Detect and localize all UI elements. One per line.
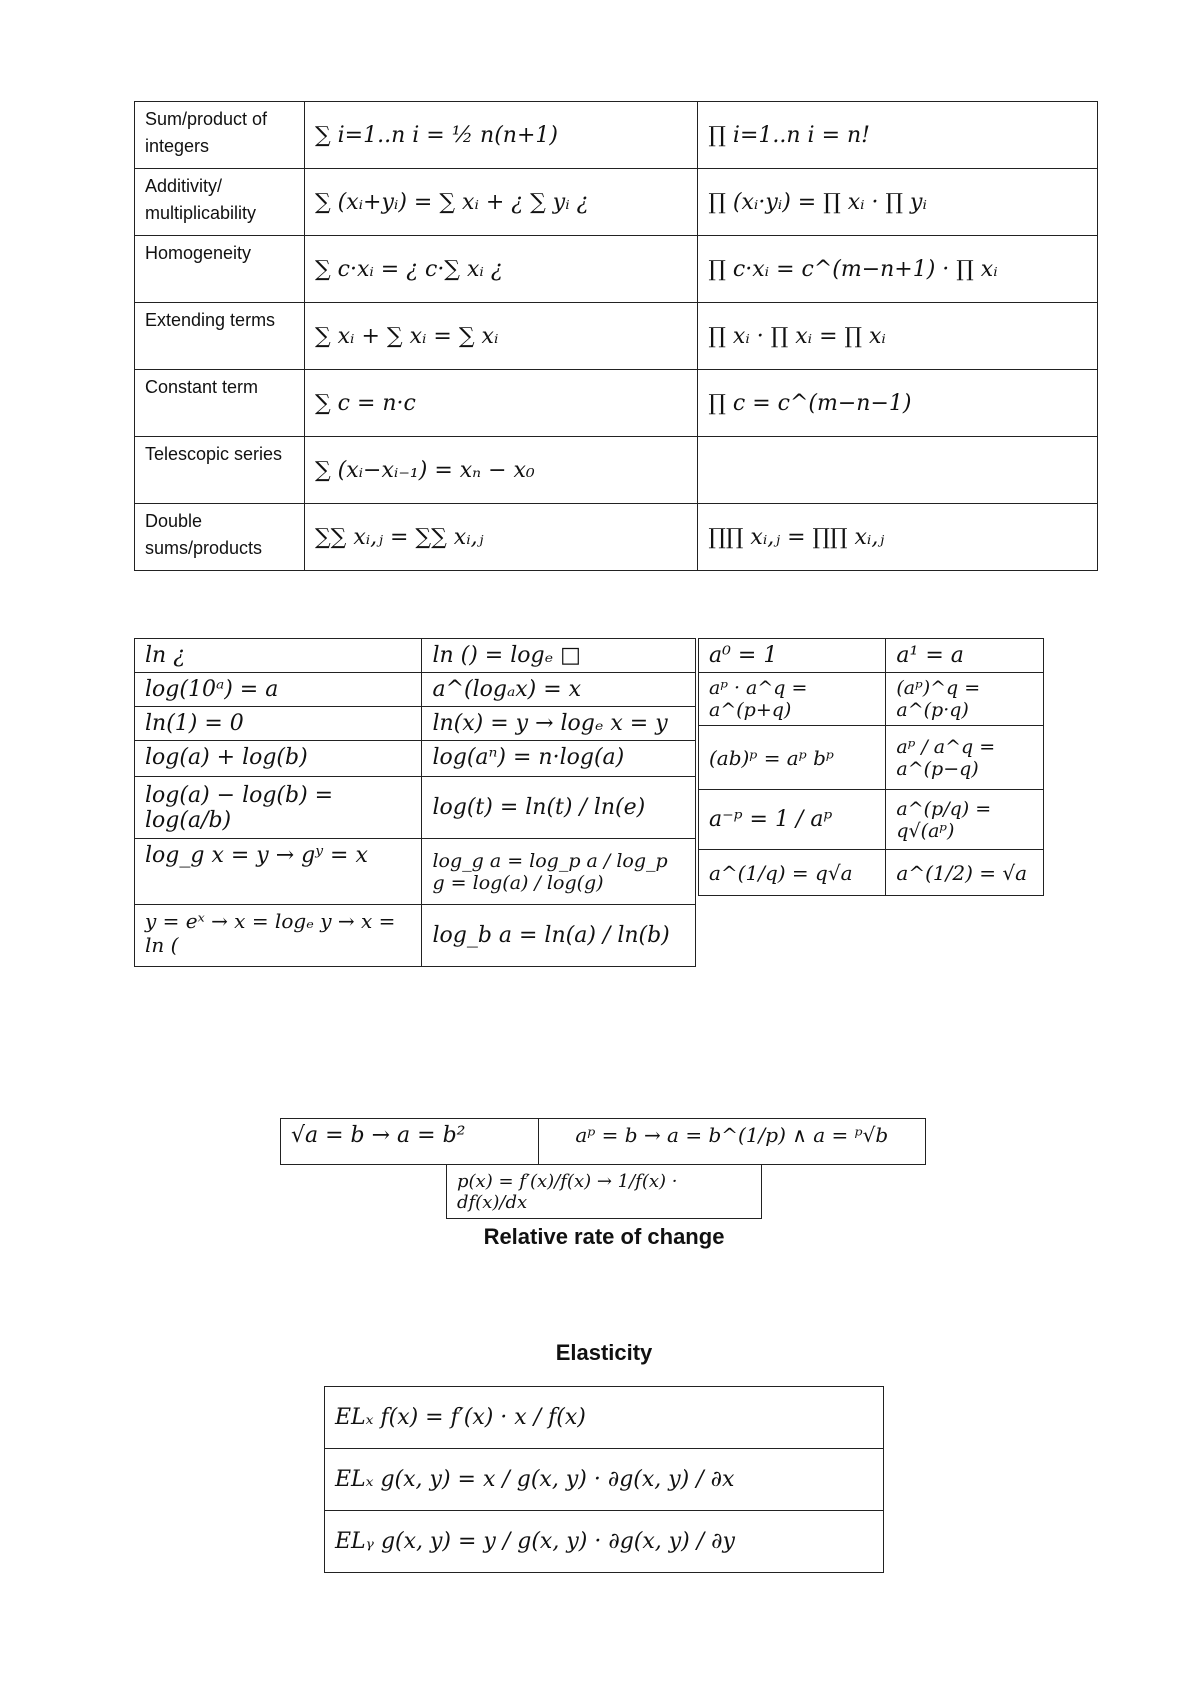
exponent-rule: a^(1/2) = √a bbox=[886, 850, 1044, 896]
log-rule: log_g x = y → gʸ = x bbox=[135, 839, 422, 905]
elasticity-title: Elasticity bbox=[555, 1340, 653, 1365]
product-formula: ∏ xᵢ · ∏ xᵢ = ∏ xᵢ bbox=[698, 303, 1098, 370]
table-row bbox=[135, 169, 1098, 236]
sum-formula: ∑ i=1..n i = ½ n(n+1) bbox=[304, 102, 697, 169]
row-label: Homogeneity bbox=[135, 236, 305, 303]
table-row bbox=[699, 726, 1044, 790]
product-formula: ∏ c = c^(m−n−1) bbox=[698, 370, 1098, 437]
log-rule: a^(logₐx) = x bbox=[422, 673, 696, 707]
table-row bbox=[699, 850, 1044, 896]
log-rule: log(a) + log(b) bbox=[135, 741, 422, 777]
table-row bbox=[699, 790, 1044, 850]
row-label: Constant term bbox=[135, 370, 305, 437]
sum-formula: ∑ (xᵢ+yᵢ) = ∑ xᵢ + ¿ ∑ yᵢ ¿ bbox=[304, 169, 697, 236]
sum-formula: ∑ c·xᵢ = ¿ c·∑ xᵢ ¿ bbox=[304, 236, 697, 303]
table-row bbox=[447, 1165, 762, 1219]
sum-formula: ∑∑ xᵢ,ⱼ = ∑∑ xᵢ,ⱼ bbox=[304, 504, 697, 571]
sum-formula: ∑ xᵢ + ∑ xᵢ = ∑ xᵢ bbox=[304, 303, 697, 370]
table-row bbox=[135, 236, 1098, 303]
product-formula bbox=[698, 437, 1098, 504]
log-rule: ln(x) = y → logₑ x = y bbox=[422, 707, 696, 741]
sum-formula: ∑ (xᵢ−xᵢ₋₁) = xₙ − x₀ bbox=[304, 437, 697, 504]
table-row bbox=[135, 707, 696, 741]
sum-formula: ∑ c = n·c bbox=[304, 370, 697, 437]
relative-rate-caption: Relative rate of change bbox=[483, 1224, 725, 1249]
row-label: Sum/product of integers bbox=[135, 102, 305, 169]
table-row bbox=[135, 639, 696, 673]
table-row bbox=[699, 673, 1044, 726]
exponent-table bbox=[698, 638, 1044, 896]
row-label: Double sums/products bbox=[135, 504, 305, 571]
exponent-rule: a^(1/q) = q√a bbox=[699, 850, 886, 896]
log-rule: log_b a = ln(a) / ln(b) bbox=[422, 905, 696, 967]
log-rule: ln(1) = 0 bbox=[135, 707, 422, 741]
log-rule: log_g a = log_p a / log_p g = log(a) / log(g) bbox=[422, 839, 696, 905]
relative-rate-formula: p(x) = f′(x)/f(x) → 1/f(x) · df(x)/dx bbox=[447, 1165, 762, 1219]
product-formula: ∏ c·xᵢ = c^(m−n+1) · ∏ xᵢ bbox=[698, 236, 1098, 303]
exponent-rule: (aᵖ)^q = a^(p·q) bbox=[886, 673, 1044, 726]
table-row bbox=[135, 905, 696, 967]
table-row bbox=[325, 1449, 884, 1511]
exponent-rule: a¹ = a bbox=[886, 639, 1044, 673]
table-row bbox=[135, 777, 696, 839]
root-rule: √a = b → a = b² bbox=[281, 1119, 539, 1165]
exponent-rule: a⁰ = 1 bbox=[699, 639, 886, 673]
elasticity-formula: ELₓ g(x, y) = x / g(x, y) · ∂g(x, y) / ∂x bbox=[325, 1449, 884, 1511]
table-row bbox=[135, 673, 696, 707]
table-row bbox=[135, 102, 1098, 169]
exponent-rule: a^(p/q) = q√(aᵖ) bbox=[886, 790, 1044, 850]
exponent-rule: a⁻ᵖ = 1 / aᵖ bbox=[699, 790, 886, 850]
log-rule: log(10ᵃ) = a bbox=[135, 673, 422, 707]
elasticity-formula: ELᵧ g(x, y) = y / g(x, y) · ∂g(x, y) / ∂y bbox=[325, 1511, 884, 1573]
root-rule: aᵖ = b → a = b^(1/p) ∧ a = ᵖ√b bbox=[538, 1119, 925, 1165]
table-row bbox=[325, 1387, 884, 1449]
log-rule: y = eˣ → x = logₑ y → x = ln ( bbox=[135, 905, 422, 967]
sum-product-table bbox=[134, 101, 1098, 571]
table-row bbox=[699, 639, 1044, 673]
relative-rate-table bbox=[446, 1164, 762, 1219]
root-table bbox=[280, 1118, 926, 1165]
log-rule: log(aⁿ) = n·log(a) bbox=[422, 741, 696, 777]
log-rule: log(a) − log(b) = log(a/b) bbox=[135, 777, 422, 839]
table-row bbox=[135, 504, 1098, 571]
product-formula: ∏ i=1..n i = n! bbox=[698, 102, 1098, 169]
row-label: Extending terms bbox=[135, 303, 305, 370]
table-row bbox=[135, 437, 1098, 504]
row-label: Additivity/ multiplicability bbox=[135, 169, 305, 236]
product-formula: ∏ (xᵢ·yᵢ) = ∏ xᵢ · ∏ yᵢ bbox=[698, 169, 1098, 236]
log-rule: ln () = logₑ □ bbox=[422, 639, 696, 673]
exponent-rule: (ab)ᵖ = aᵖ bᵖ bbox=[699, 726, 886, 790]
table-row bbox=[325, 1511, 884, 1573]
log-rule: ln ¿ bbox=[135, 639, 422, 673]
logarithm-table bbox=[134, 638, 696, 967]
exponent-rule: aᵖ / a^q = a^(p−q) bbox=[886, 726, 1044, 790]
exponent-rule: aᵖ · a^q = a^(p+q) bbox=[699, 673, 886, 726]
elasticity-table bbox=[324, 1386, 884, 1573]
table-row bbox=[135, 303, 1098, 370]
log-rule: log(t) = ln(t) / ln(e) bbox=[422, 777, 696, 839]
table-row bbox=[135, 370, 1098, 437]
table-row bbox=[135, 839, 696, 905]
elasticity-formula: ELₓ f(x) = f′(x) · x / f(x) bbox=[325, 1387, 884, 1449]
table-row bbox=[281, 1119, 926, 1165]
table-row bbox=[135, 741, 696, 777]
row-label: Telescopic series bbox=[135, 437, 305, 504]
product-formula: ∏∏ xᵢ,ⱼ = ∏∏ xᵢ,ⱼ bbox=[698, 504, 1098, 571]
